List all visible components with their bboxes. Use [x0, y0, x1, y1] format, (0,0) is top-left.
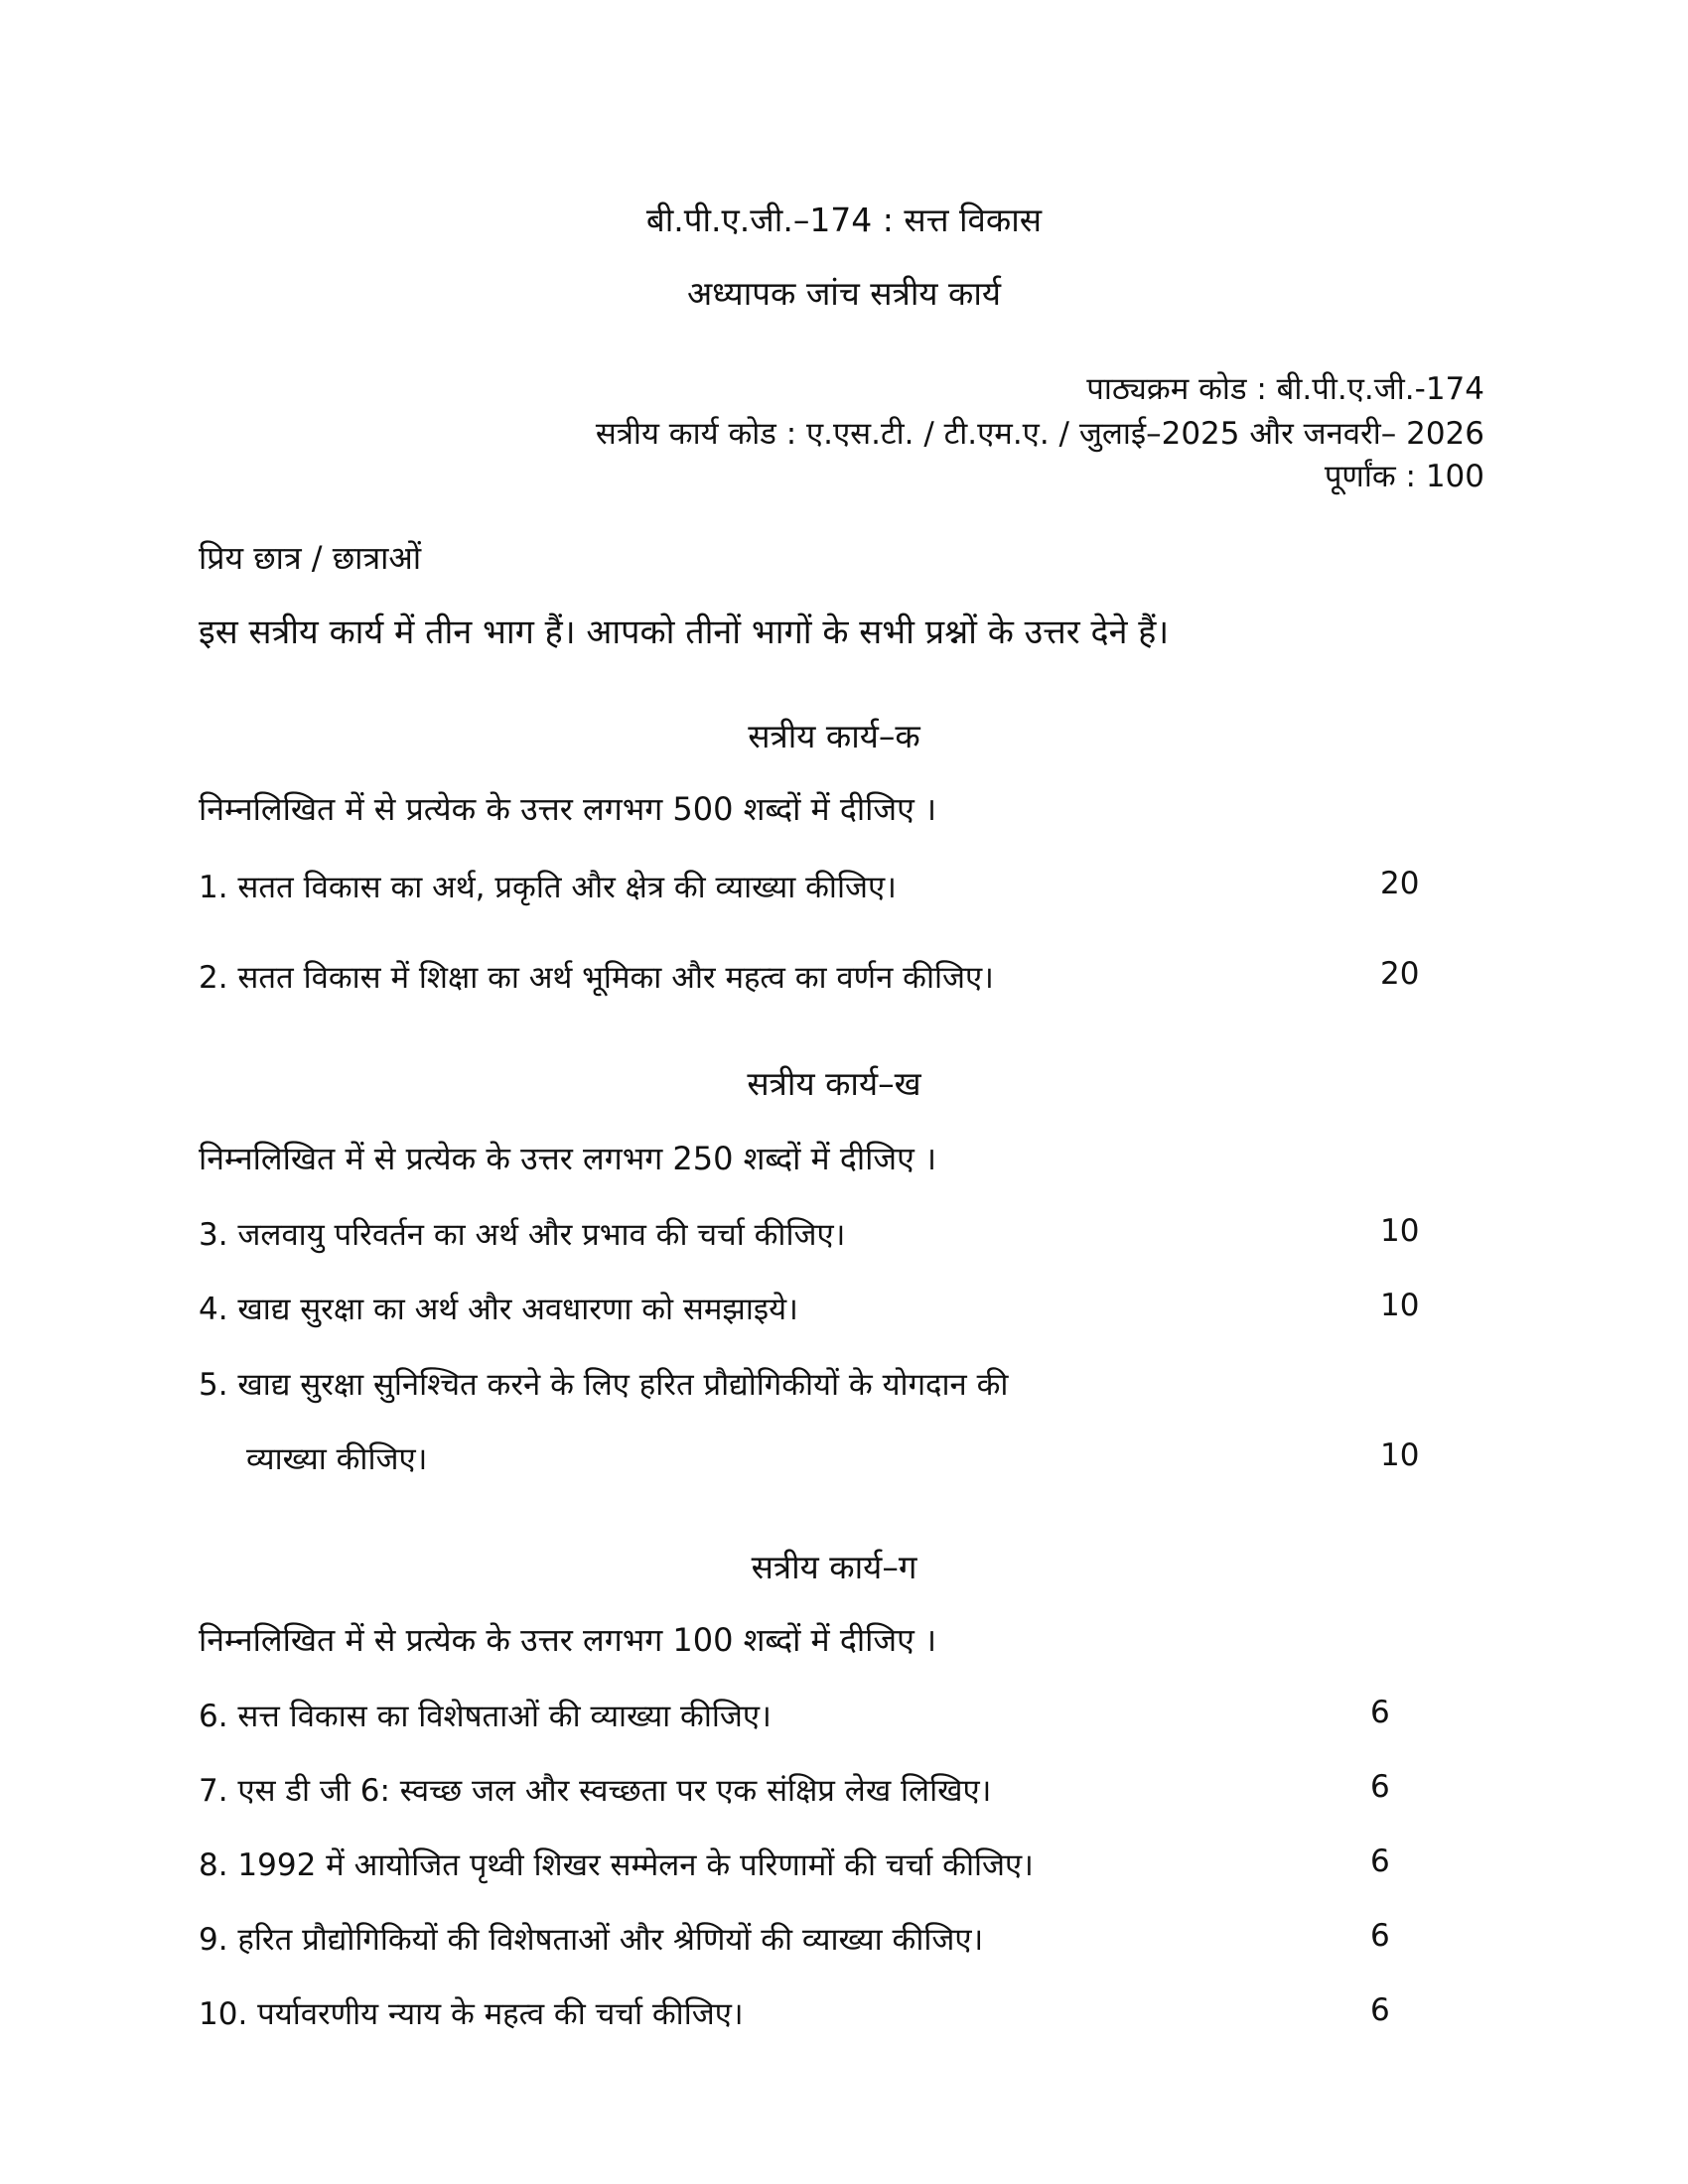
question-marks: 10	[1380, 1288, 1420, 1323]
section-instruction-c: निम्नलिखित में से प्रत्येक के उत्तर लगभग 100 शब्दों में दीजिए ।	[199, 1621, 937, 1659]
section-instruction-b: निम्नलिखित में से प्रत्येक के उत्तर लगभग 250 शब्दों में दीजिए ।	[199, 1140, 937, 1177]
section-heading-b: सत्रीय कार्य–ख	[747, 1064, 921, 1103]
question-text: 7. एस डी जी 6: स्वच्छ जल और स्वच्छता पर एक संक्षिप्र लेख लिखिए।	[199, 1773, 992, 1809]
question-text: 8. 1992 में आयोजित पृथ्वी शिखर सम्मेलन के परिणामों की चर्चा कीजिए।	[199, 1847, 1034, 1883]
question-continuation: व्याख्या कीजिए।	[246, 1441, 428, 1477]
question-text: 5. खाद्य सुरक्षा सुनिश्चित करने के लिए हरित प्रौद्योगिकीयों के योगदान की	[199, 1367, 1009, 1403]
question-text: 1. सतत विकास का अर्थ, प्रकृति और क्षेत्र की व्याख्या कीजिए।	[199, 870, 897, 905]
question-marks: 6	[1370, 1695, 1390, 1730]
max-marks: पूर्णांक : 100	[1324, 459, 1484, 494]
section-instruction-a: निम्नलिखित में से प्रत्येक के उत्तर लगभग 500 शब्दों में दीजिए ।	[199, 790, 937, 828]
question-marks: 6	[1370, 1992, 1390, 2028]
question-text: 4. खाद्य सुरक्षा का अर्थ और अवधारणा को समझाइये।	[199, 1292, 798, 1327]
question-text: 9. हरित प्रौद्योगिकियों की विशेषताओं और श्रेणियों की व्याख्या कीजिए।	[199, 1922, 984, 1958]
question-marks: 6	[1370, 1918, 1390, 1954]
greeting: प्रिय छात्र / छात्राओं	[199, 539, 422, 577]
question-text: 6. सत्त विकास का विशेषताओं की व्याख्या कीजिए।	[199, 1699, 772, 1734]
document-subtitle: अध्यापक जांच सत्रीय कार्य	[686, 274, 1002, 313]
question-marks: 20	[1380, 866, 1420, 901]
question-text: 3. जलवायु परिवर्तन का अर्थ और प्रभाव की चर्चा कीजिए।	[199, 1217, 846, 1253]
question-text: 2. सतत विकास में शिक्षा का अर्थ भूमिका और महत्व का वर्णन कीजिए।	[199, 960, 994, 996]
question-marks: 10	[1380, 1213, 1420, 1249]
question-marks: 20	[1380, 956, 1420, 992]
assignment-code: सत्रीय कार्य कोड : ए.एस.टी. / टी.एम.ए. / जुलाई–2025 और जनवरी– 2026	[595, 416, 1484, 452]
course-code: पाठ्यक्रम कोड : बी.पी.ए.जी.-174	[1086, 371, 1484, 407]
general-instruction: इस सत्रीय कार्य में तीन भाग हैं। आपको तीनों भागों के सभी प्रश्नों के उत्तर देने हैं।	[199, 613, 1170, 652]
question-marks: 6	[1370, 1769, 1390, 1805]
question-marks: 6	[1370, 1843, 1390, 1879]
question-marks: 10	[1380, 1437, 1420, 1473]
question-text: 10. पर्यावरणीय न्याय के महत्व की चर्चा कीजिए।	[199, 1996, 744, 2032]
section-heading-a: सत्रीय कार्य–क	[748, 717, 920, 755]
section-heading-c: सत्रीय कार्य–ग	[751, 1548, 917, 1586]
document-title: बी.पी.ए.जी.–174 : सत्त विकास	[645, 201, 1043, 239]
